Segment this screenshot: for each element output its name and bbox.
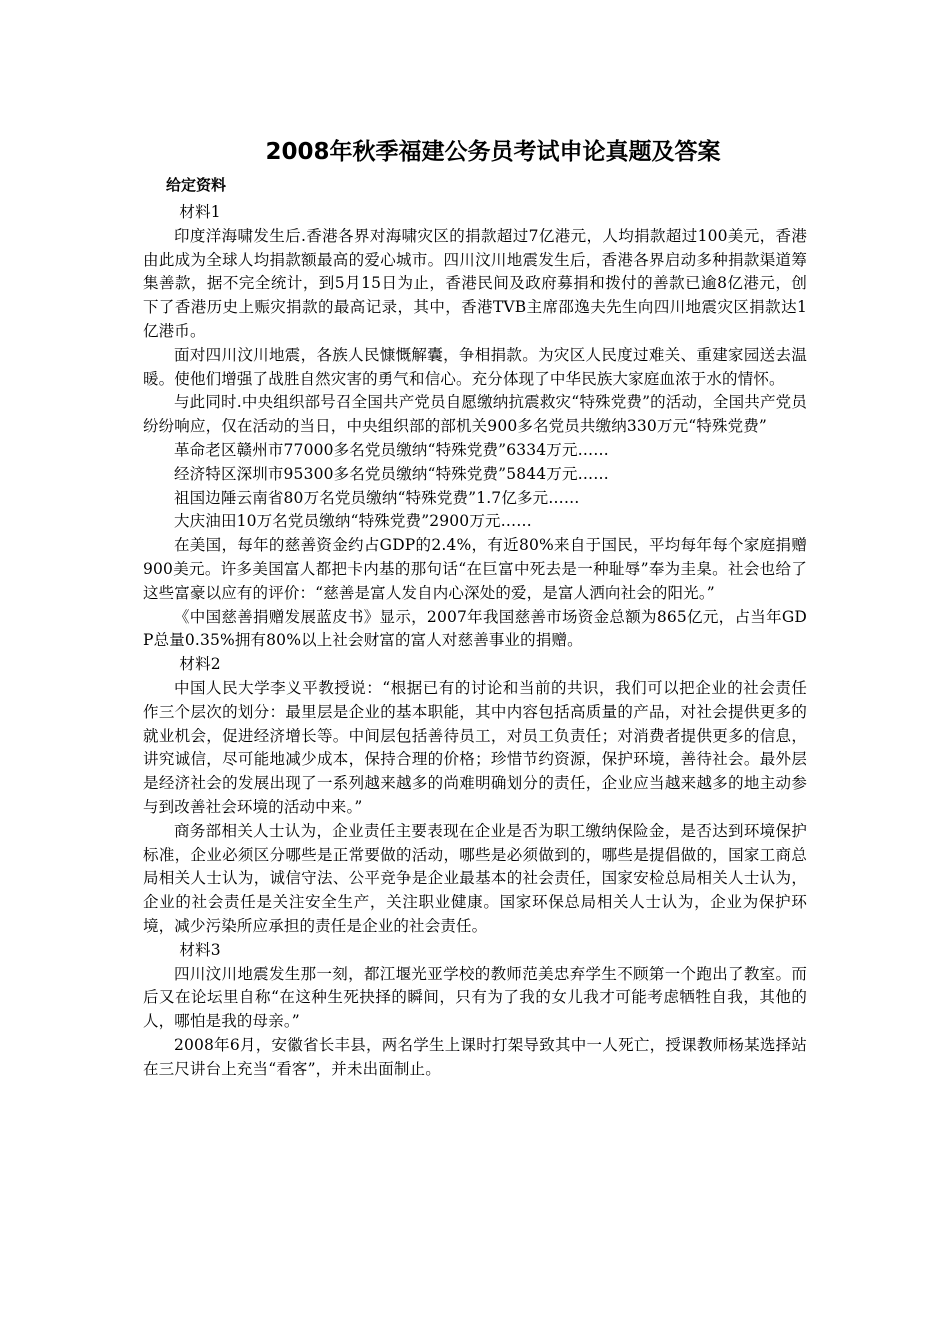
paragraph: 印度洋海啸发生后.香港各界对海啸灾区的捐款超过7亿港元，人均捐款超过100美元，香港由此成为全球人均捐款额最高的爱心城市。四川汶川地震发生后，香港各界启动多种捐款渠道筹集善款，据不完全统计，到5月15日为止，香港民间及政府募捐和拨付的善款已逾8亿港元，创下了香港历史上赈灾捐款的最高记录，其中，香港TVB主席邵逸夫先生向四川地震灾区捐款达1亿港币。 (143, 226, 807, 340)
paragraph: 2008年6月，安徽省长丰县，两名学生上课时打架导致其中一人死亡，授课教师杨某选择站在三尺讲台上充当“看客”，并未出面制止。 (143, 1035, 807, 1078)
document-body (143, 201, 807, 1081)
material-heading: 材料2 (179, 655, 221, 674)
paragraph: 与此同时.中央组织部号召全国共产党员自愿缴纳抗震救灾“特殊党费”的活动，全国共产党员纷纷响应，仅在活动的当日，中央组织部的部机关900多名党员共缴纳330万元“特殊党费” (143, 393, 807, 436)
paragraph: 革命老区赣州市77000多名党员缴纳“特殊党费”6334万元…… (174, 440, 609, 459)
paragraph: 大庆油田10万名党员缴纳“特殊党费”2900万元…… (174, 512, 532, 531)
paragraph: 祖国边陲云南省80万名党员缴纳“特殊党费”1.7亿多元…… (174, 488, 580, 507)
paragraph: 四川汶川地震发生那一刻，都江堰光亚学校的教师范美忠弃学生不顾第一个跑出了教室。而后又在论坛里自称“在这种生死抉择的瞬间，只有为了我的女儿我才可能考虑牺牲自我，其他的人，哪怕是我的母亲。” (143, 964, 807, 1031)
paragraph: 面对四川汶川地震，各族人民慷慨解囊，争相捐款。为灾区人民度过难关、重建家园送去温暖。使他们增强了战胜自然灾害的勇气和信心。充分体现了中华民族大家庭血浓于水的情怀。 (143, 345, 807, 388)
document-title: 2008年秋季福建公务员考试申论真题及答案 (265, 139, 721, 165)
paragraph: 中国人民大学李义平教授说：“根据已有的讨论和当前的共识，我们可以把企业的社会责任作三个层次的划分：最里层是企业的基本职能，其中内容包括高质量的产品，对社会提供更多的就业机会，促进经济增长等。中间层包括善待员工，对员工负责任；对消费者提供更多的信息，讲究诚信，尽可能地减少成本，保持合理的价格；珍惜节约资源，保护环境，善待社会。最外层是经济社会的发展出现了一系列越来越多的尚难明确划分的责任，企业应当越来越多的地主动参与到改善社会环境的活动中来。” (143, 678, 807, 816)
material-heading: 材料3 (179, 940, 221, 959)
paragraph: 商务部相关人士认为，企业责任主要表现在企业是否为职工缴纳保险金，是否达到环境保护标准，企业必须区分哪些是正常要做的活动，哪些是必须做到的，哪些是提倡做的，国家工商总局相关人士认为，诚信守法、公平竞争是企业最基本的社会责任，国家安检总局相关人士认为，企业的社会责任是关注安全生产，关注职业健康。国家环保总局相关人士认为，企业为保护环境，减少污染所应承担的责任是企业的社会责任。 (143, 821, 807, 935)
section-label: 给定资料 (166, 176, 227, 194)
paragraph: 《中国慈善捐赠发展蓝皮书》显示，2007年我国慈善市场资金总额为865亿元，占当年GDP总量0.35%拥有80%以上社会财富的富人对慈善事业的捐赠。 (143, 607, 807, 650)
paragraph: 在美国，每年的慈善资金约占GDP的2.4%，有近80%来自于国民，平均每年每个家庭捐赠900美元。许多美国富人都把卡内基的那句话“在巨富中死去是一种耻辱”奉为圭臬。社会也给了这些富豪以应有的评价：“慈善是富人发自内心深处的爱，是富人洒向社会的阳光。” (143, 536, 807, 602)
material-heading: 材料1 (179, 203, 221, 221)
paragraph: 经济特区深圳市95300多名党员缴纳“特殊党费”5844万元…… (174, 464, 609, 483)
